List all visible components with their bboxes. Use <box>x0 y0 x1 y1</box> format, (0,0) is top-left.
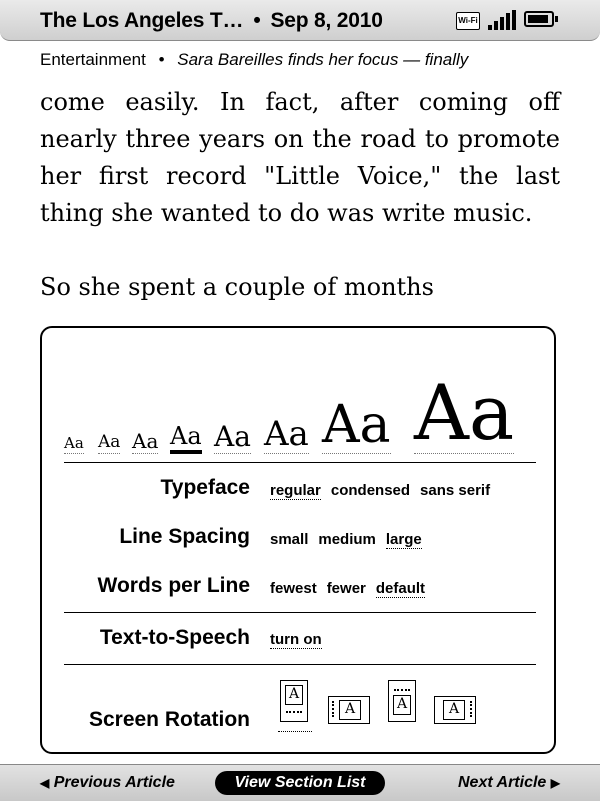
words-per-line-option[interactable]: default <box>375 580 426 597</box>
font-size-option[interactable]: Aa <box>264 414 309 454</box>
previous-article-button[interactable] <box>40 774 175 792</box>
words-per-line-label: Words per Line <box>97 574 250 597</box>
text-to-speech-options <box>270 631 332 649</box>
title-separator: • <box>253 9 261 32</box>
font-size-option[interactable]: Aa <box>132 429 159 453</box>
font-size-selector <box>64 368 536 457</box>
status-title <box>40 9 383 33</box>
font-size-option[interactable]: Aa <box>98 432 121 452</box>
typeface-option[interactable]: sans serif <box>420 482 491 499</box>
typeface-options <box>270 482 500 500</box>
wifi-icon: Wi-Fi <box>456 12 480 30</box>
line-spacing-options <box>270 531 432 549</box>
rotation-glyph: A <box>443 700 465 720</box>
body-paragraph: come easily. In fact, after coming off nearly three years on the road to promote her first record "Little Voice," the last thing she wanted to do was write music. <box>40 88 560 227</box>
signal-strength-icon <box>488 10 518 30</box>
body-paragraph: So she spent a couple of months <box>40 273 434 301</box>
article-header <box>40 50 468 70</box>
divider <box>64 462 536 463</box>
typeface-option[interactable]: condensed <box>330 482 411 499</box>
font-size-option[interactable]: Aa <box>414 368 515 457</box>
section-name: Entertainment <box>40 50 146 69</box>
typeface-option[interactable]: regular <box>270 482 321 499</box>
triangle-right-icon: ▶ <box>550 776 560 790</box>
divider <box>64 612 536 613</box>
header-separator: • <box>158 50 165 69</box>
landscape-left-icon[interactable] <box>328 696 370 724</box>
view-section-list-button[interactable]: View Section List <box>215 771 385 795</box>
rotation-glyph: A <box>393 695 411 715</box>
next-article-button[interactable] <box>458 774 560 792</box>
font-size-option[interactable]: Aa <box>322 395 391 455</box>
words-per-line-option[interactable]: fewer <box>326 580 366 597</box>
publication-name: The Los Angeles T… <box>40 9 244 32</box>
text-settings-dialog <box>40 326 556 754</box>
font-size-option[interactable]: Aa <box>170 424 202 454</box>
battery-icon <box>524 11 554 27</box>
bottom-nav-bar <box>0 764 600 801</box>
screen-rotation-label: Screen Rotation <box>88 708 250 731</box>
text-to-speech-label: Text-to-Speech <box>99 626 250 649</box>
line-spacing-option[interactable]: large <box>385 531 422 548</box>
battery-fill <box>528 15 548 23</box>
rotation-glyph: A <box>339 700 361 720</box>
text-to-speech-option[interactable]: turn on <box>270 631 322 648</box>
words-per-line-option[interactable]: fewest <box>270 580 317 597</box>
portrait-icon[interactable] <box>280 680 308 722</box>
next-article-label: Next Article <box>457 774 547 791</box>
font-size-option[interactable]: Aa <box>214 420 251 453</box>
rotation-selected-indicator <box>278 731 312 732</box>
words-per-line-options <box>270 580 435 598</box>
article-body <box>40 84 560 343</box>
line-spacing-option[interactable]: medium <box>318 531 376 548</box>
status-bar <box>0 0 600 41</box>
triangle-left-icon: ◀ <box>40 776 50 790</box>
article-headline: Sara Bareilles finds her focus — finally <box>177 50 469 69</box>
landscape-right-icon[interactable] <box>434 696 476 724</box>
portrait-inverted-icon[interactable] <box>388 680 416 722</box>
font-size-option[interactable]: Aa <box>64 434 84 452</box>
publication-date: Sep 8, 2010 <box>270 9 383 32</box>
line-spacing-option[interactable]: small <box>270 531 309 548</box>
rotation-glyph: A <box>285 685 303 705</box>
line-spacing-label: Line Spacing <box>119 525 250 548</box>
typeface-label: Typeface <box>160 476 250 499</box>
divider <box>64 664 536 665</box>
previous-article-label: Previous Article <box>53 774 175 791</box>
